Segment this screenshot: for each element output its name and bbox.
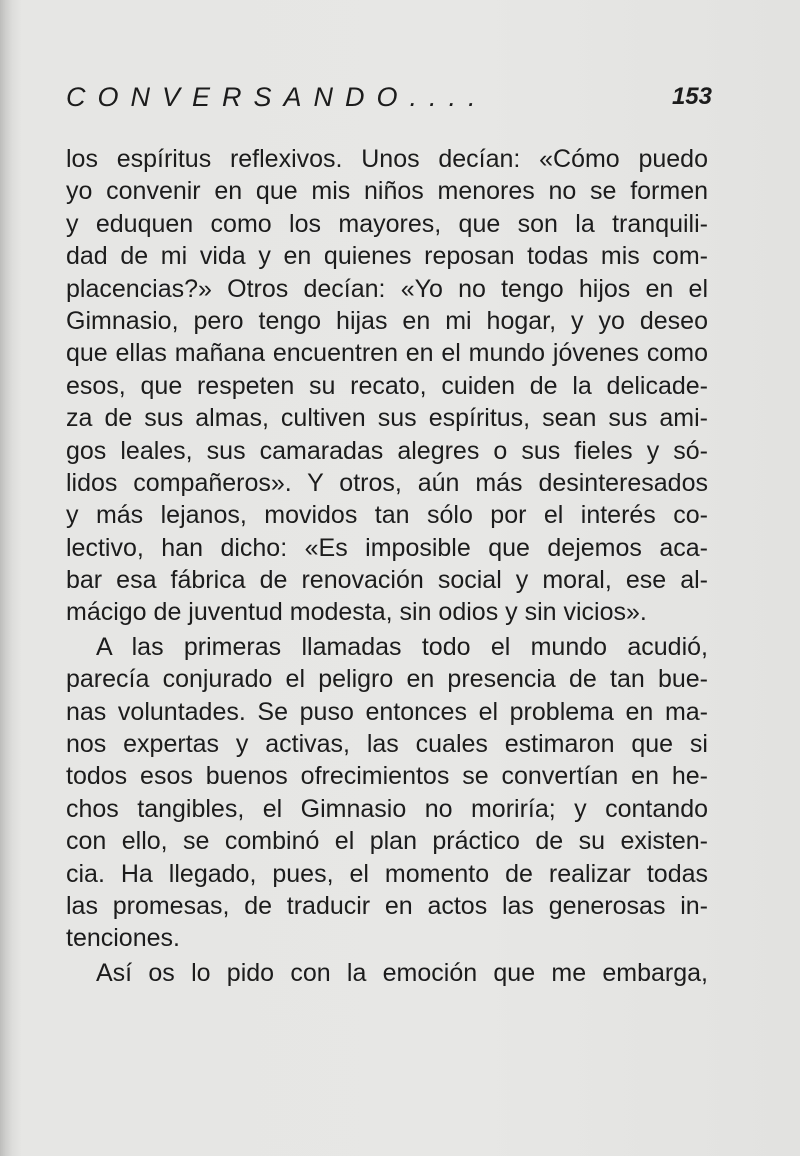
text-line: todos esos buenos ofrecimientos se convertían en he- <box>66 762 708 791</box>
text-line: y más lejanos, movidos tan sólo por el interés co- <box>66 501 708 530</box>
text-line: cia. Ha llegado, pues, el momento de realizar todas <box>66 859 708 888</box>
text-line: za de sus almas, cultiven sus espíritus, sean sus ami- <box>66 404 708 433</box>
page-spine-shadow <box>0 0 12 1156</box>
text-line: bar esa fábrica de renovación social y moral, ese al- <box>66 566 708 595</box>
text-line: tenciones. <box>66 924 180 953</box>
page-number: 153 <box>671 83 712 110</box>
text-line: lidos compañeros». Y otros, aún más desinteresados <box>66 468 708 497</box>
text-line: A las primeras llamadas todo el mundo acudió, <box>96 632 708 661</box>
text-line: los espíritus reflexivos. Unos decían: «Cómo puedo <box>66 145 708 173</box>
body-text <box>66 143 708 989</box>
text-line: gos leales, sus camaradas alegres o sus fieles y só- <box>66 436 708 465</box>
paragraph <box>66 631 708 955</box>
text-line: Gimnasio, pero tengo hijas en mi hogar, y yo deseo <box>66 306 708 335</box>
paragraph <box>66 143 708 629</box>
text-line: nos expertas y activas, las cuales estimaron que si <box>66 730 708 759</box>
text-line: parecía conjurado el peligro en presencia de tan bue- <box>66 665 708 694</box>
running-title: CONVERSANDO.... <box>66 82 488 112</box>
text-line: las promesas, de traducir en actos las generosas in- <box>66 891 708 920</box>
text-line: con ello, se combinó el plan práctico de su existen- <box>66 827 708 856</box>
text-line: chos tangibles, el Gimnasio no moriría; y contando <box>66 794 708 823</box>
text-line: y eduquen como los mayores, que son la tranquili- <box>66 209 708 238</box>
text-line: dad de mi vida y en quienes reposan todas mis com- <box>66 242 708 271</box>
text-line: lectivo, han dicho: «Es imposible que dejemos aca- <box>66 533 708 562</box>
text-line: nas voluntades. Se puso entonces el problema en ma- <box>66 697 708 726</box>
text-line: mácigo de juventud modesta, sin odios y sin vicios». <box>66 598 647 627</box>
text-line: yo convenir en que mis niños menores no se formen <box>66 177 708 206</box>
text-line: placencias?» Otros decían: «Yo no tengo hijos en el <box>66 274 708 303</box>
page-header <box>66 80 712 116</box>
text-line: esos, que respeten su recato, cuiden de la delicade- <box>66 371 708 400</box>
text-line: Así os lo pido con la emoción que me embarga, <box>96 958 708 987</box>
paragraph <box>66 957 708 989</box>
text-line: que ellas mañana encuentren en el mundo jóvenes como <box>66 339 708 368</box>
